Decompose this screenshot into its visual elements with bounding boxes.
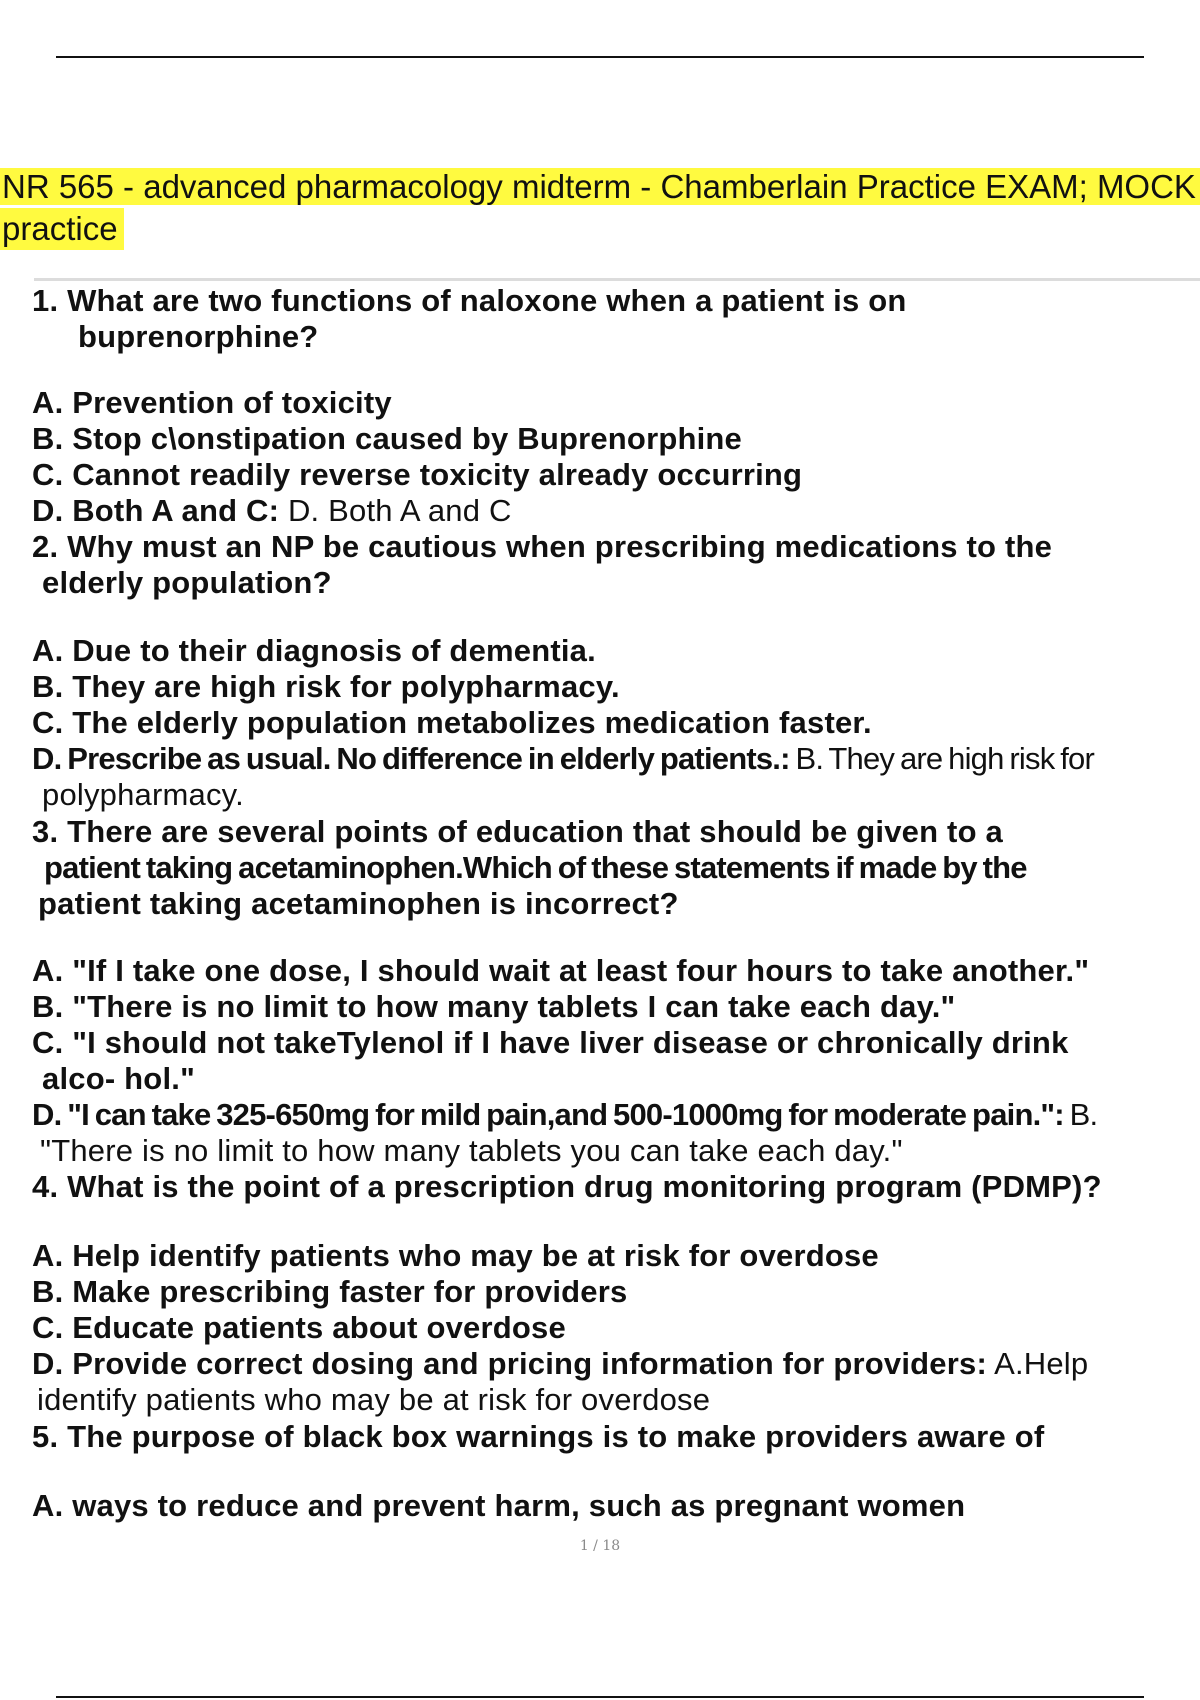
answer-cont: polypharmacy. [42,777,244,812]
option-a: A. Prevention of toxicity [32,385,392,420]
option-c: C. Educate patients about overdose [32,1310,566,1345]
title-line-1: NR 565 - advanced pharmacology midterm - Chamberlain Practice EXAM; MOCK [0,168,1200,205]
title-line-2: practice [0,208,124,250]
top-rule [56,56,1144,58]
answer-cont: identify patients who may be at risk for overdose [37,1382,711,1417]
option-d: D. Both A and C: [32,493,280,528]
option-b: B. Make prescribing faster for providers [32,1274,628,1309]
answer: B. They are high risk for [789,741,1094,776]
option-d-with-answer [32,741,1200,777]
option-d: D. Prescribe as usual. No difference in elderly patients.: [32,741,790,776]
answer: A.Help [986,1346,1089,1381]
question-text-cont: patient taking acetaminophen.Which of these statements if made by the [44,850,1027,885]
question-2 [32,529,1200,601]
question-3-options [32,953,1200,1169]
question-text-cont-2: patient taking acetaminophen is incorrect? [38,886,679,921]
option-b: B. "There is no limit to how many tablets I can take each day." [32,989,956,1024]
answer: D. Both A and C [279,493,512,528]
question-text: 1. What are two functions of naloxone when a patient is on [32,283,907,318]
option-a: A. Due to their diagnosis of dementia. [32,633,596,668]
title-separator [34,278,1200,281]
option-a: A. ways to reduce and prevent harm, such as pregnant women [32,1488,966,1523]
option-d: D. Provide correct dosing and pricing information for providers: [32,1346,987,1381]
bottom-rule [56,1696,1144,1698]
page-indicator: 1 / 18 [579,1538,621,1554]
question-1-options [32,385,1200,529]
option-d: D. "I can take 325-650mg for mild pain,and 500-1000mg for moderate pain.": [32,1097,1064,1132]
question-text: 4. What is the point of a prescription drug monitoring program (PDMP)? [32,1169,1102,1204]
option-c: C. Cannot readily reverse toxicity already occurring [32,457,803,492]
question-2-options [32,633,1200,813]
option-d-with-answer [32,493,1200,529]
question-text-cont: elderly population? [42,565,332,600]
option-c: C. "I should not takeTylenol if I have liver disease or chronically drink [32,1025,1069,1060]
question-text: 5. The purpose of black box warnings is to make providers aware of [32,1419,1045,1454]
question-1 [32,283,1200,355]
answer: B. [1063,1097,1098,1132]
question-text: 3. There are several points of education that should be given to a [32,814,1003,849]
option-a: A. "If I take one dose, I should wait at least four hours to take another." [32,953,1090,988]
page-title [0,166,1200,250]
option-c: C. The elderly population metabolizes medication faster. [32,705,872,740]
answer-cont: "There is no limit to how many tablets you can take each day." [40,1133,903,1168]
option-b: B. They are high risk for polypharmacy. [32,669,620,704]
question-4-options [32,1238,1200,1418]
option-d-with-answer [32,1346,1200,1382]
option-b: B. Stop c\onstipation caused by Buprenorphine [32,421,742,456]
question-5-options [32,1488,1200,1524]
option-a: A. Help identify patients who may be at risk for overdose [32,1238,879,1273]
question-5 [32,1419,1200,1455]
question-4 [32,1169,1200,1205]
question-text-cont: buprenorphine? [78,319,319,354]
question-text: 2. Why must an NP be cautious when prescribing medications to the [32,529,1053,564]
question-3 [32,814,1200,922]
option-d-with-answer [32,1097,1200,1133]
option-c-cont: alco- hol." [42,1061,195,1096]
